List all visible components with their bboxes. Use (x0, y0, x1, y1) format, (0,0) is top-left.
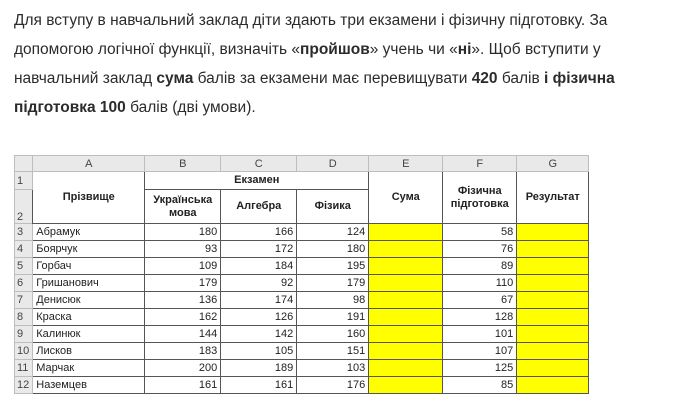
cell-fitness[interactable]: 58 (443, 224, 517, 241)
row-header[interactable]: 1 (15, 172, 33, 190)
cell-algebra[interactable]: 126 (221, 309, 297, 326)
cell-fitness[interactable]: 125 (443, 360, 517, 377)
table-row (15, 326, 589, 343)
bold-passed: пройшов (300, 41, 370, 58)
table-row (15, 360, 589, 377)
cell-fitness[interactable]: 89 (443, 258, 517, 275)
cell-algebra[interactable]: 105 (221, 343, 297, 360)
text-part: балів (дві умови). (125, 99, 256, 116)
column-header-row (15, 156, 589, 172)
cell-ukrainian[interactable]: 200 (145, 360, 221, 377)
row-header[interactable]: 7 (15, 292, 33, 309)
cell-physics[interactable]: 179 (297, 275, 369, 292)
column-header[interactable]: G (517, 156, 589, 172)
cell-result[interactable] (517, 377, 589, 394)
spreadsheet (14, 155, 589, 394)
cell-ukrainian[interactable]: 109 (145, 258, 221, 275)
cell-ukrainian[interactable]: 144 (145, 326, 221, 343)
cell-result[interactable] (517, 241, 589, 258)
text-part: балів (497, 70, 545, 87)
header-exam[interactable]: Екзамен (145, 172, 369, 190)
text-part: » учень чи « (369, 41, 458, 58)
header-sum[interactable]: Сума (369, 172, 443, 224)
cell-sum[interactable] (369, 309, 443, 326)
bold-threshold: 420 (471, 70, 498, 87)
cell-ukrainian[interactable]: 161 (145, 377, 221, 394)
cell-sum[interactable] (369, 258, 443, 275)
header-fitness[interactable]: Фізична підготовка (443, 172, 517, 224)
header-surname[interactable]: Прізвище (33, 172, 145, 224)
cell-physics[interactable]: 151 (297, 343, 369, 360)
cell-fitness[interactable]: 128 (443, 309, 517, 326)
column-header[interactable]: F (443, 156, 517, 172)
cell-physics[interactable]: 124 (297, 224, 369, 241)
cell-algebra[interactable]: 161 (221, 377, 297, 394)
cell-result[interactable] (517, 224, 589, 241)
header-result[interactable]: Результат (517, 172, 589, 224)
column-header[interactable]: B (145, 156, 221, 172)
row-header[interactable]: 3 (15, 224, 33, 241)
cell-physics[interactable]: 191 (297, 309, 369, 326)
cell-sum[interactable] (369, 343, 443, 360)
header-row-1 (15, 172, 589, 190)
cell-fitness[interactable]: 76 (443, 241, 517, 258)
cell-physics[interactable]: 98 (297, 292, 369, 309)
cell-algebra[interactable]: 142 (221, 326, 297, 343)
cell-ukrainian[interactable]: 180 (145, 224, 221, 241)
cell-result[interactable] (517, 326, 589, 343)
cell-sum[interactable] (369, 377, 443, 394)
text-part: балів за екзамени має перевищувати (193, 70, 472, 87)
cell-ukrainian[interactable]: 162 (145, 309, 221, 326)
column-header[interactable]: A (33, 156, 145, 172)
cell-physics[interactable]: 180 (297, 241, 369, 258)
cell-physics[interactable]: 195 (297, 258, 369, 275)
bold-sum: сума (156, 70, 194, 87)
cell-result[interactable] (517, 292, 589, 309)
cell-result[interactable] (517, 309, 589, 326)
cell-sum[interactable] (369, 326, 443, 343)
cell-ukrainian[interactable]: 179 (145, 275, 221, 292)
row-header[interactable]: 10 (15, 343, 33, 360)
row-header[interactable]: 4 (15, 241, 33, 258)
column-header[interactable]: C (221, 156, 297, 172)
cell-sum[interactable] (369, 241, 443, 258)
cell-fitness[interactable]: 110 (443, 275, 517, 292)
cell-algebra[interactable]: 189 (221, 360, 297, 377)
bold-fitness-condition: і фізична підготовка 100 (14, 70, 615, 116)
cell-surname[interactable]: Денисюк (33, 292, 145, 309)
cell-algebra[interactable]: 92 (221, 275, 297, 292)
cell-ukrainian[interactable]: 93 (145, 241, 221, 258)
cell-ukrainian[interactable]: 183 (145, 343, 221, 360)
cell-surname[interactable]: Лисков (33, 343, 145, 360)
table-row (15, 241, 589, 258)
cell-sum[interactable] (369, 224, 443, 241)
cell-algebra[interactable]: 184 (221, 258, 297, 275)
cell-sum[interactable] (369, 292, 443, 309)
cell-surname[interactable]: Наземцев (33, 377, 145, 394)
cell-result[interactable] (517, 360, 589, 377)
table-row (15, 309, 589, 326)
cell-surname[interactable]: Марчак (33, 360, 145, 377)
task-description (14, 6, 674, 122)
text-part: ». Щоб вступити у навчальний заклад (14, 41, 601, 87)
cell-sum[interactable] (369, 275, 443, 292)
cell-surname[interactable]: Горбач (33, 258, 145, 275)
table-row (15, 275, 589, 292)
header-algebra[interactable]: Алгебра (221, 190, 297, 224)
row-header[interactable]: 12 (15, 377, 33, 394)
cell-physics[interactable]: 160 (297, 326, 369, 343)
cell-fitness[interactable]: 85 (443, 377, 517, 394)
cell-fitness[interactable]: 101 (443, 326, 517, 343)
cell-surname[interactable]: Калинюк (33, 326, 145, 343)
row-header[interactable]: 6 (15, 275, 33, 292)
header-physics[interactable]: Фізика (297, 190, 369, 224)
row-header[interactable]: 9 (15, 326, 33, 343)
cell-physics[interactable]: 103 (297, 360, 369, 377)
row-header[interactable]: 8 (15, 309, 33, 326)
table-row (15, 343, 589, 360)
row-header[interactable]: 2 (15, 190, 33, 224)
cell-fitness[interactable]: 107 (443, 343, 517, 360)
select-all-corner[interactable] (15, 156, 33, 172)
column-header[interactable]: D (297, 156, 369, 172)
cell-result[interactable] (517, 343, 589, 360)
row-header[interactable]: 11 (15, 360, 33, 377)
bold-no: ні (457, 41, 472, 58)
cell-result[interactable] (517, 275, 589, 292)
table-row (15, 258, 589, 275)
table-row (15, 224, 589, 241)
header-ukrainian[interactable]: Українська мова (145, 190, 221, 224)
cell-surname[interactable]: Гришанович (33, 275, 145, 292)
cell-physics[interactable]: 176 (297, 377, 369, 394)
cell-algebra[interactable]: 166 (221, 224, 297, 241)
cell-surname[interactable]: Краска (33, 309, 145, 326)
cell-surname[interactable]: Абрамук (33, 224, 145, 241)
column-header[interactable]: E (369, 156, 443, 172)
table-row (15, 377, 589, 394)
cell-sum[interactable] (369, 360, 443, 377)
cell-ukrainian[interactable]: 136 (145, 292, 221, 309)
cell-result[interactable] (517, 258, 589, 275)
table-row (15, 292, 589, 309)
text-part: Для вступу в навчальний заклад діти здають три екзамени і фізичну підготовку. За допомогою логічної функції, визначіть « (14, 12, 608, 58)
row-header[interactable]: 5 (15, 258, 33, 275)
cell-algebra[interactable]: 174 (221, 292, 297, 309)
cell-algebra[interactable]: 172 (221, 241, 297, 258)
cell-surname[interactable]: Боярчук (33, 241, 145, 258)
cell-fitness[interactable]: 67 (443, 292, 517, 309)
